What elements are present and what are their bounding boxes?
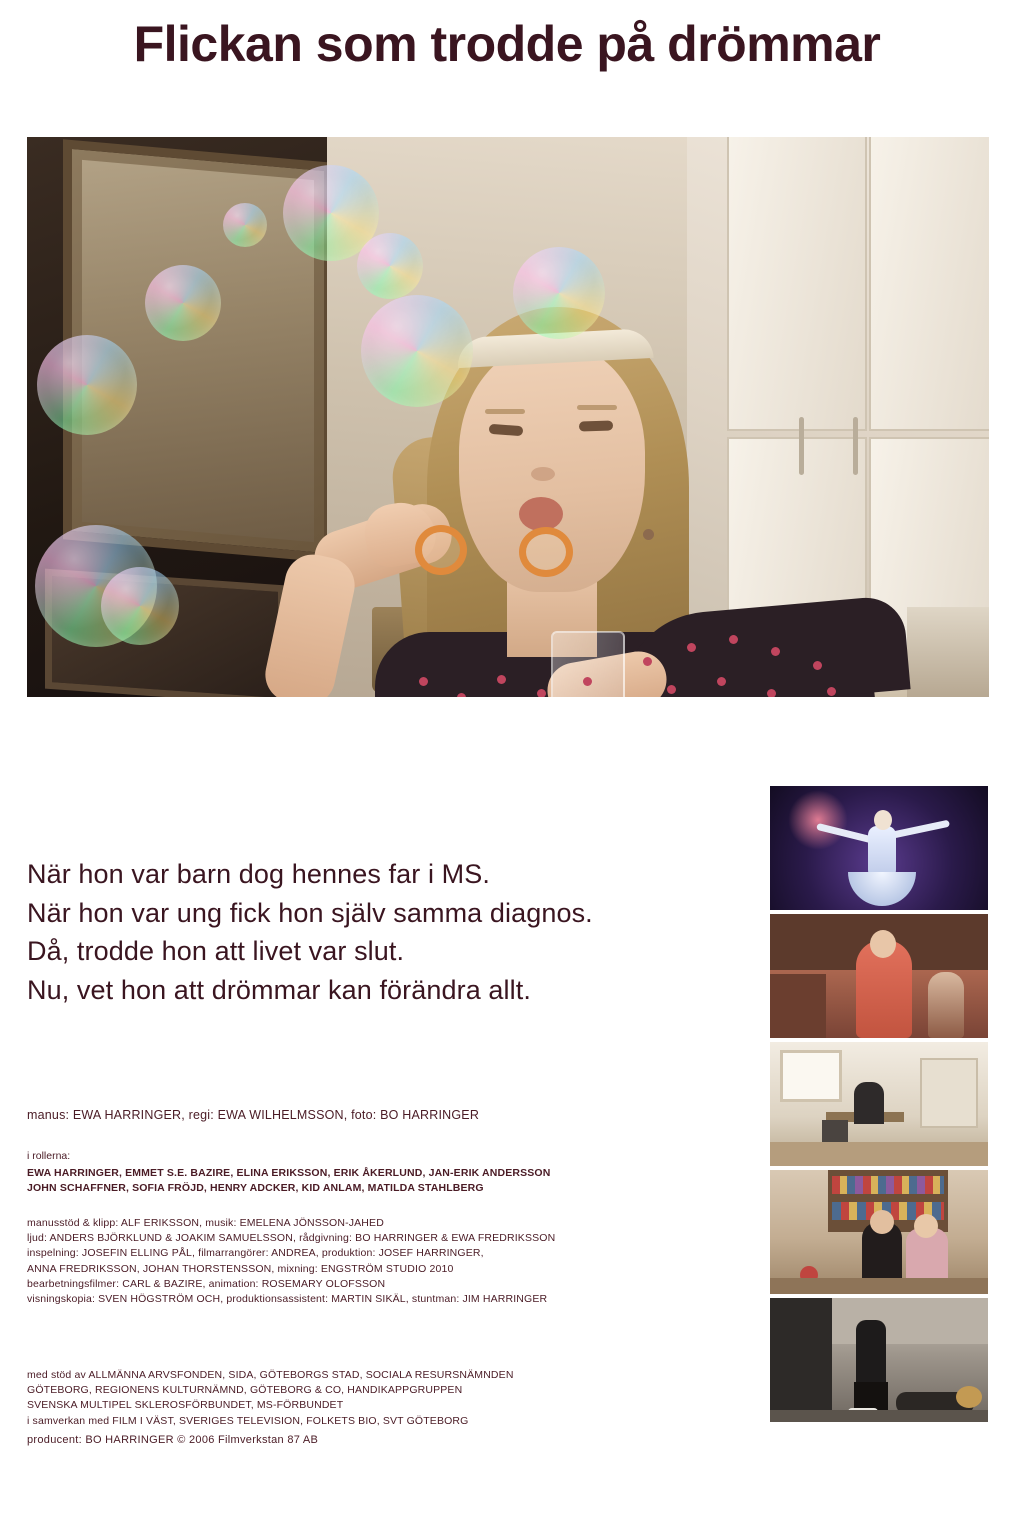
tagline-line-3: Då, trodde hon att livet var slut. <box>27 936 405 967</box>
photo-girl-brow-right <box>577 405 617 410</box>
thumb2-child <box>928 972 964 1038</box>
thumbnail-stage-dancer <box>770 786 988 910</box>
thumb5-standing-figure <box>856 1320 886 1386</box>
photo-girl-brow-left <box>485 409 525 414</box>
main-photo <box>27 137 989 697</box>
credits-producer: producent: BO HARRINGER © 2006 Filmverkstan 87 AB <box>27 1434 319 1446</box>
thumb5-fallen-figure-hair <box>956 1386 982 1408</box>
credits-crew-line-3: inspelning: JOSEFIN ELLING PÅL, filmarrangörer: ANDREA, produktion: JOSEF HARRINGER, <box>27 1247 484 1260</box>
photo-girl-eye-right <box>579 420 613 431</box>
credits-cast-line-1: EWA HARRINGER, EMMET S.E. BAZIRE, ELINA ERIKSSON, ERIK ÅKERLUND, JAN-ERIK ANDERSSON <box>27 1167 551 1179</box>
photo-cabinet-1 <box>727 137 867 431</box>
filmstrip <box>770 786 988 1426</box>
thumbnail-red-room <box>770 914 988 1038</box>
tagline-line-4: Nu, vet hon att drömmar kan förändra allt. <box>27 974 531 1005</box>
photo-cabinet-handle-2 <box>853 417 858 475</box>
photo-bubble-wand-mouth <box>519 527 573 577</box>
tagline-line-1: När hon var barn dog hennes far i MS. <box>27 859 490 889</box>
photo-glass <box>551 631 625 697</box>
credits-crew-line-1: manusstöd & klipp: ALF ERIKSSON, musik: EMELENA JÖNSSON-JAHED <box>27 1217 384 1229</box>
photo-girl-lips <box>519 497 563 531</box>
credits-crew-line-2: ljud: ANDERS BJÖRKLUND & JOAKIM SAMUELSSON, rådgivning: BO HARRINGER & EWA FREDRIKSSON <box>27 1232 556 1245</box>
thumb2-shadow <box>770 974 826 1038</box>
credits-crew <box>27 1216 717 1307</box>
thumb4-girl-1-head <box>870 1210 894 1234</box>
photo-girl-earring <box>643 529 654 540</box>
thumbnail-outdoor-fall <box>770 1298 988 1422</box>
credits-cast-heading: i rollerna: <box>27 1150 71 1162</box>
credits-support-line-1: med stöd av ALLMÄNNA ARVSFONDEN, SIDA, GÖTEBORGS STAD, SOCIALA RESURSNÄMNDEN <box>27 1369 514 1381</box>
thumb1-dancer-head <box>874 810 892 830</box>
photo-cabinet-handle-1 <box>799 417 804 475</box>
thumbnail-two-girls-floor <box>770 1170 988 1294</box>
credits-cast <box>27 1166 717 1196</box>
credits-main: manus: EWA HARRINGER, regi: EWA WILHELMSSON, foto: BO HARRINGER <box>27 1108 480 1122</box>
thumb5-ground <box>770 1410 988 1422</box>
thumb1-arm-right <box>888 820 950 840</box>
thumb2-figure-head <box>870 930 896 958</box>
thumb4-books-row-1 <box>832 1176 944 1194</box>
tagline-line-2: När hon var ung fick hon själv samma diagnos. <box>27 897 593 928</box>
thumb4-floor <box>770 1278 988 1294</box>
page-title: Flickan som trodde på drömmar <box>133 16 881 72</box>
credits-support <box>27 1368 717 1429</box>
tagline <box>27 855 717 1009</box>
credits-crew-line-4: ANNA FREDRIKSSON, JOHAN THORSTENSSON, mixning: ENGSTRÖM STUDIO 2010 <box>27 1262 454 1275</box>
thumb3-floor <box>770 1142 988 1166</box>
credits-support-line-4: i samverkan med FILM I VÄST, SVERIGES TELEVISION, FOLKETS BIO, SVT GÖTEBORG <box>27 1414 469 1427</box>
photo-cabinet-2 <box>869 137 989 431</box>
thumb5-shadow <box>770 1298 832 1422</box>
thumbnail-bright-room <box>770 1042 988 1166</box>
credits-cast-line-2: JOHN SCHAFFNER, SOFIA FRÖJD, HENRY ADCKER, KID ANLAM, MATILDA STAHLBERG <box>27 1182 484 1195</box>
thumb4-girl-2-head <box>914 1214 938 1238</box>
photo-bubble-wand <box>415 525 467 575</box>
thumb3-person <box>854 1082 884 1124</box>
credits-crew-line-6: visningskopia: SVEN HÖGSTRÖM OCH, produktionsassistent: MARTIN SIKÄL, stuntman: JIM HARRINGER <box>27 1293 548 1306</box>
thumb1-dancer-skirt <box>848 872 916 906</box>
photo-window <box>907 607 989 697</box>
thumb3-window <box>780 1050 842 1102</box>
thumb3-shelf <box>920 1058 978 1128</box>
photo-girl-nose <box>531 467 555 481</box>
thumb1-spotlight <box>788 790 848 850</box>
credits-support-line-3: SVENSKA MULTIPEL SKLEROSFÖRBUNDET, MS-FÖRBUNDET <box>27 1399 344 1412</box>
credits-crew-line-5: bearbetningsfilmer: CARL & BAZIRE, animation: ROSEMARY OLOFSSON <box>27 1277 386 1290</box>
credits-support-line-2: GÖTEBORG, REGIONENS KULTURNÄMND, GÖTEBORG & CO, HANDIKAPPGRUPPEN <box>27 1384 463 1397</box>
